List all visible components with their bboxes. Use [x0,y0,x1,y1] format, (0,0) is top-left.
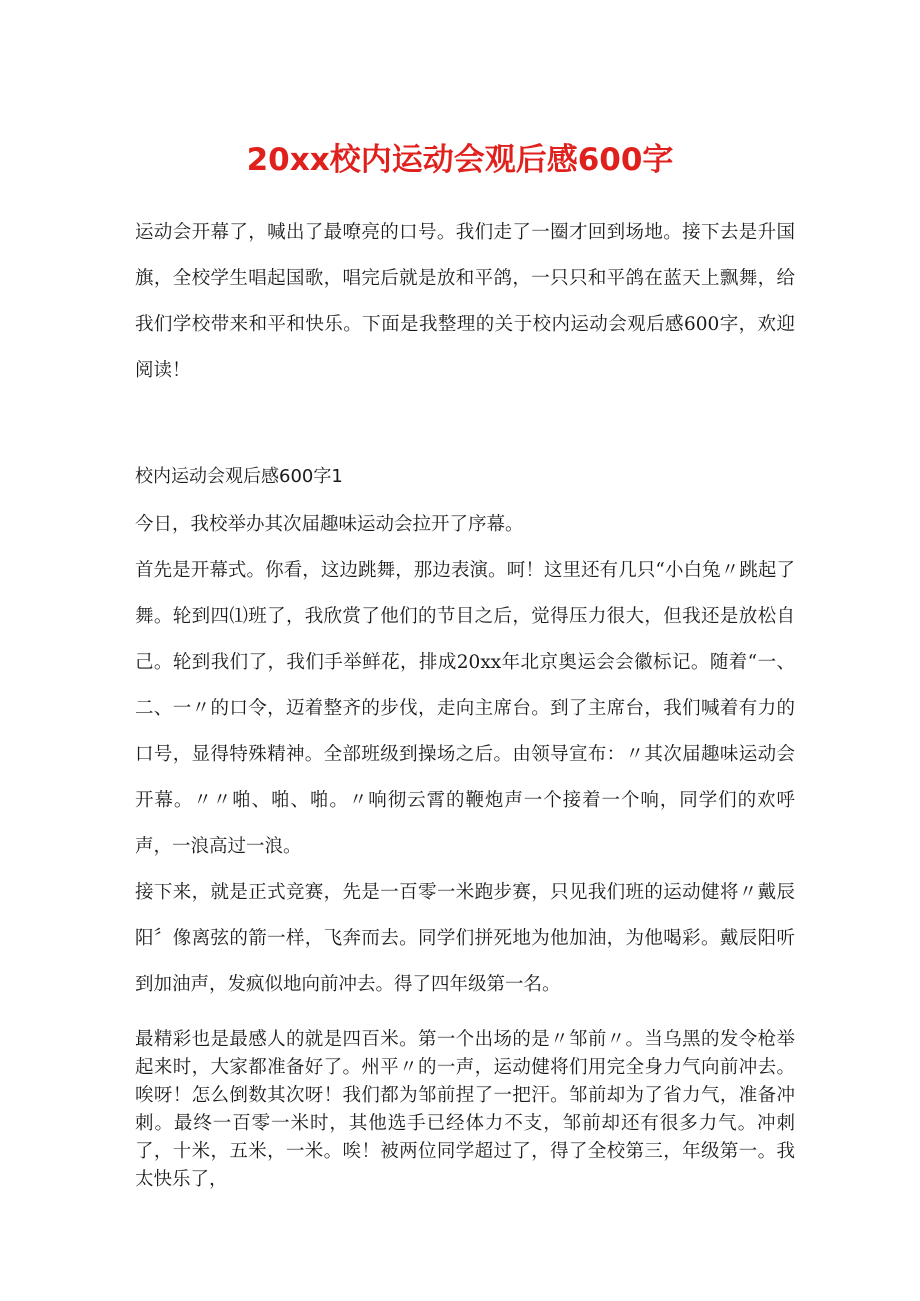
body-paragraph-3: 接下来，就是正式竞赛，先是一百零一米跑步赛，只见我们班的运动健将〃戴辰阳〞像离弦的箭一样，飞奔而去。同学们拼死地为他加油，为他喝彩。戴辰阳听到加油声，发疯似地向前冲去。得了四年级第一名。 [135,882,795,995]
document-body [135,210,795,1194]
document-title: 20xx校内运动会观后感600字 [246,142,674,178]
body-paragraph-4: 最精彩也是最感人的就是四百米。第一个出场的是〃邹前〃。当乌黑的发令枪举起来时，大家都准备好了。州平〃的一声，运动健将们用完全身力气向前冲去。唉呀！怎么倒数其次呀！我们都为邹前捏了一把汗。邹前却为了省力气，准备冲刺。最终一百零一米时，其他选手已经体力不支，邹前却还有很多力气。冲刺了，十米，五米，一米。唉！被两位同学超过了，得了全校第三，年级第一。我太快乐了， [135,1029,795,1190]
body-paragraph-1: 今日，我校举办其次届趣味运动会拉开了序幕。 [135,514,524,535]
intro-paragraph: 运动会开幕了，喊出了最嘹亮的口号。我们走了一圈才回到场地。接下去是升国旗，全校学生唱起国歌，唱完后就是放和平鸽，一只只和平鸽在蓝天上飘舞，给我们学校带来和平和快乐。下面是我整理的关于校内运动会观后感600字，欢迎阅读！ [135,222,795,381]
section-heading: 校内运动会观后感600字1 [135,466,343,487]
body-paragraph-2: 首先是开幕式。你看，这边跳舞，那边表演。呵！这里还有几只“小白兔〃跳起了舞。轮到四⑴班了，我欣赏了他们的节目之后，觉得压力很大，但我还是放松自己。轮到我们了，我们手举鲜花，排成20xx年北京奥运会会徽标记。随着“一、二、一〃的口令，迈着整齐的步伐，走向主席台。到了主席台，我们喊着有力的口号，显得特殊精神。全部班级到操场之后。由领导宣布：〃其次届趣味运动会开幕。〃〃啪、啪、啪。〃响彻云霄的鞭炮声一个接着一个响，同学们的欢呼声，一浪高过一浪。 [135,560,795,857]
